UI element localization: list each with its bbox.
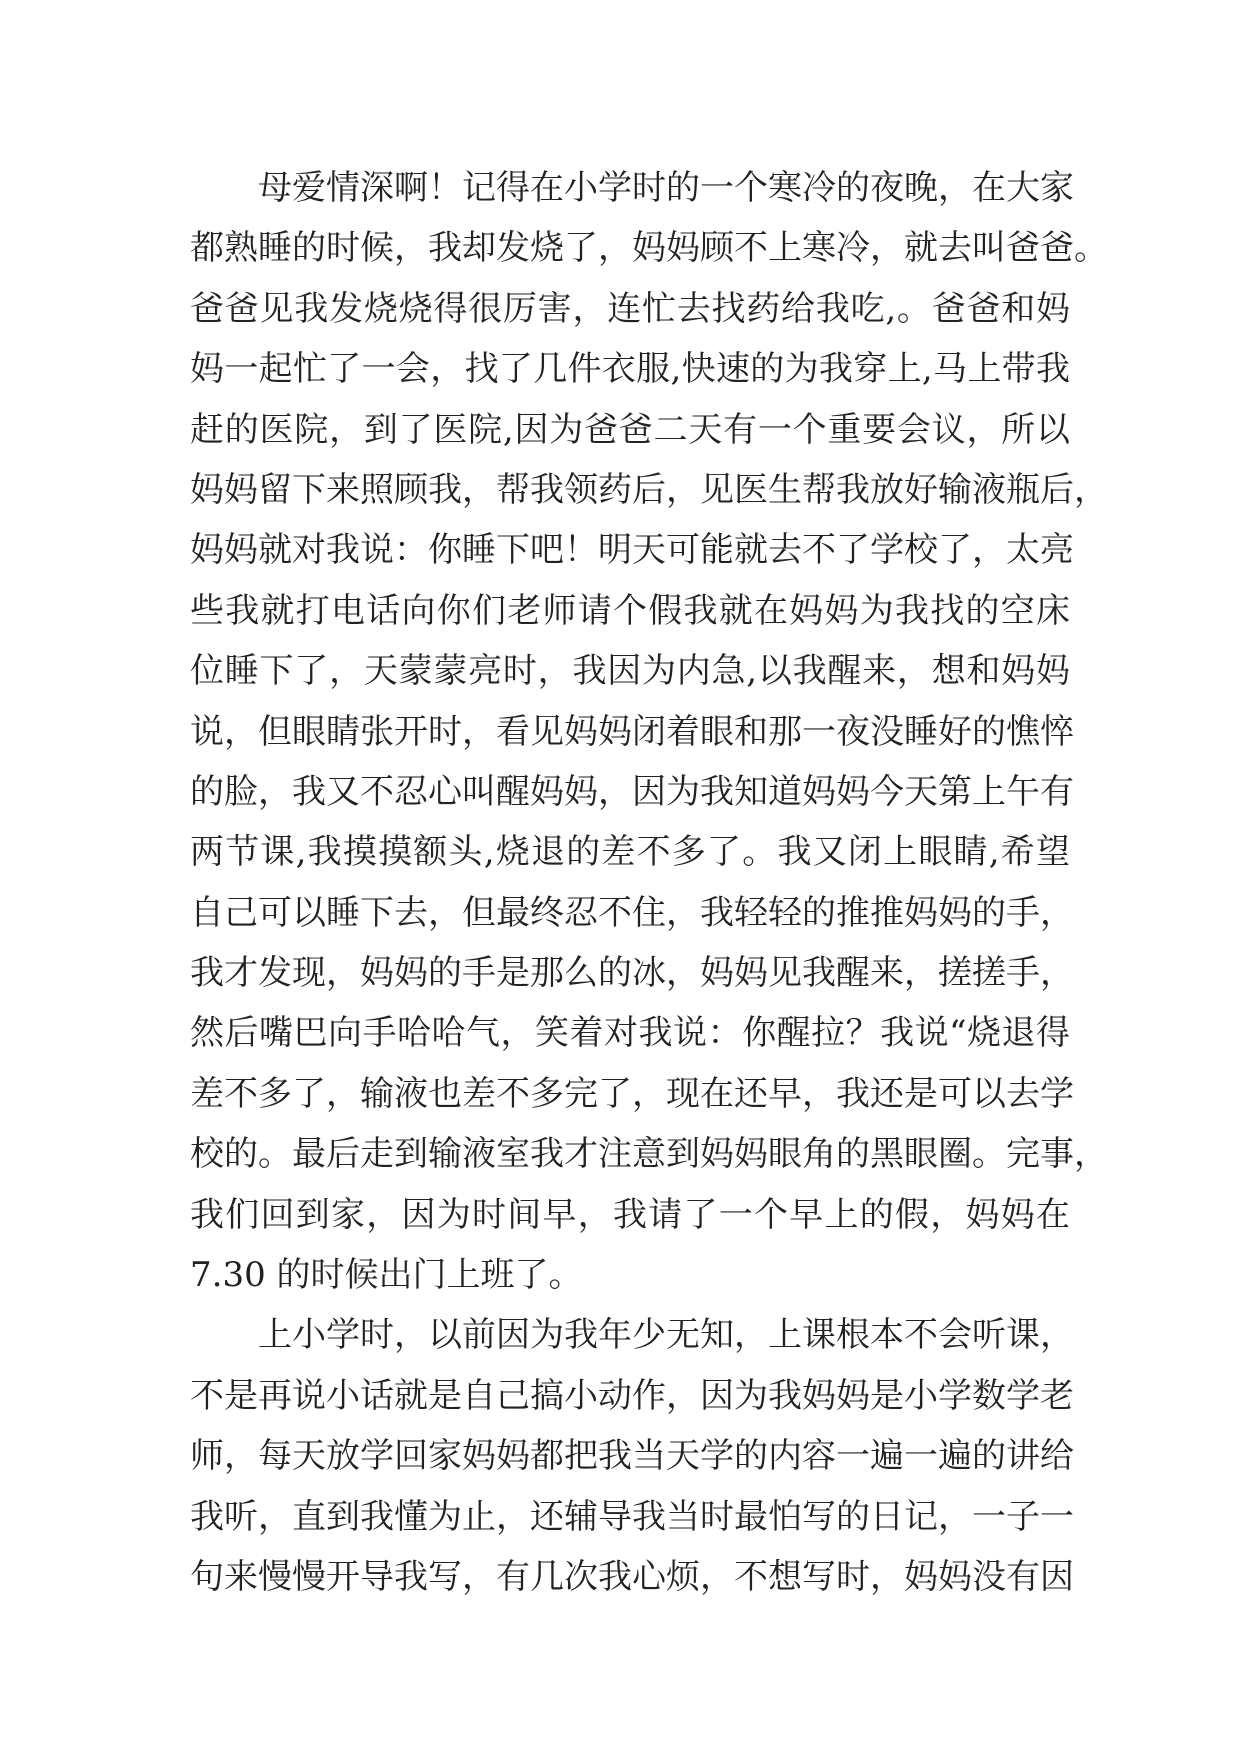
text-line: 校的。最后走到输液室我才注意到妈妈眼角的黑眼圈。完事，: [190, 1134, 1108, 1175]
text-line: 上小学时，以前因为我年少无知，上课根本不会听课，: [258, 1315, 1074, 1356]
paragraph-2: [190, 1305, 1074, 1607]
text-line: 我才发现，妈妈的手是那么的冰，妈妈见我醒来，搓搓手，: [190, 953, 1074, 994]
text-line: 位睡下了，天蒙蒙亮时，我因为内急,以我醒来，想和妈妈: [190, 651, 1070, 692]
text-line: 些我就打电话向你们老师请个假我就在妈妈为我找的空床: [190, 590, 1070, 631]
text-line: 然后嘴巴向手哈哈气，笑着对我说：你醒拉？我说“烧退得: [190, 1013, 1070, 1054]
text-line: 句来慢慢开导我写，有几次我心烦，不想写时，妈妈没有因: [190, 1556, 1074, 1597]
text-line: 师，每天放学回家妈妈都把我当天学的内容一遍一遍的讲给: [190, 1436, 1074, 1477]
text-line: 的脸，我又不忍心叫醒妈妈，因为我知道妈妈今天第上午有: [190, 771, 1074, 812]
text-line: 7.30 的时候出门上班了。: [190, 1255, 583, 1296]
text-line: 爸爸见我发烧烧得很厉害，连忙去找药给我吃,。爸爸和妈: [190, 288, 1070, 329]
essay-body: [190, 158, 1108, 1607]
text-line: 赶的医院，到了医院,因为爸爸二天有一个重要会议，所以: [190, 409, 1070, 450]
text-line: 妈一起忙了一会，找了几件衣服,快速的为我穿上,马上带我: [190, 349, 1070, 390]
text-line: 妈妈就对我说：你睡下吧！明天可能就去不了学校了，太亮: [190, 530, 1074, 571]
text-line: 差不多了，输液也差不多完了，现在还早，我还是可以去学: [190, 1073, 1074, 1114]
text-line: 我们回到家，因为时间早，我请了一个早上的假，妈妈在: [190, 1194, 1070, 1235]
text-line: 两节课,我摸摸额头,烧退的差不多了。我又闭上眼睛,希望: [190, 832, 1070, 873]
text-line: 自己可以睡下去，但最终忍不住，我轻轻的推推妈妈的手，: [190, 892, 1074, 933]
text-line: 说，但眼睛张开时，看见妈妈闭着眼和那一夜没睡好的憔悴: [190, 711, 1074, 752]
text-line: 我听，直到我懂为止，还辅导我当时最怕写的日记，一子一: [190, 1496, 1074, 1537]
paragraph-1: [190, 158, 1108, 1305]
text-line: 不是再说小话就是自己搞小动作，因为我妈妈是小学数学老: [190, 1375, 1074, 1416]
text-line: 妈妈留下来照顾我，帮我领药后，见医生帮我放好输液瓶后，: [190, 469, 1108, 510]
text-line: 母爱情深啊！记得在小学时的一个寒冷的夜晚，在大家: [258, 168, 1074, 208]
text-line: 都熟睡的时候，我却发烧了，妈妈顾不上寒冷，就去叫爸爸。: [190, 228, 1108, 269]
